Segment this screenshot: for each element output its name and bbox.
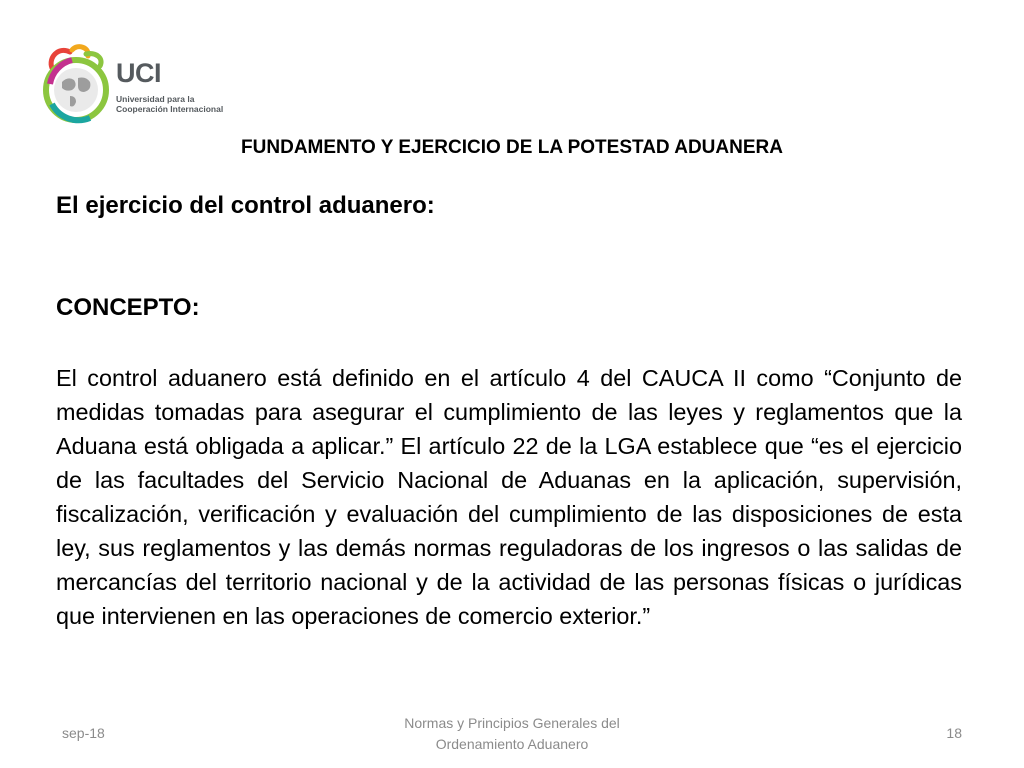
concept-label: CONCEPTO:: [56, 294, 200, 321]
logo-subtitle-line2: Cooperación Internacional: [116, 104, 224, 114]
slide-subtitle: El ejercicio del control aduanero:: [56, 192, 435, 219]
logo-subtitle: [116, 94, 223, 114]
slide-header: FUNDAMENTO Y EJERCICIO DE LA POTESTAD ADUANERA: [241, 137, 783, 158]
footer-title-line2: Ordenamiento Aduanero: [435, 736, 589, 752]
logo-subtitle-line1: Universidad para la: [116, 94, 195, 104]
footer-title-line1: Normas y Principios Generales del: [404, 715, 620, 731]
uci-logo: [42, 44, 224, 128]
globe-swirl-logo-icon: [42, 44, 114, 128]
body-paragraph: El control aduanero está definido en el artículo 4 del CAUCA II como “Conjunto de medidas tomadas para asegurar el cumplimiento de las leyes y reglamentos que la Aduana está obligada a aplicar.” El artículo 22 de la LGA establece que “es el ejercicio de las facultades del Servicio Nacional de Aduanas en la aplicación, supervisión, fiscalización, verificación y evaluación del cumplimiento de las disposiciones de esta ley, sus reglamentos y las demás normas reguladoras de los ingresos o las salidas de mercancías del territorio nacional y de la actividad de las personas físicas o jurídicas que intervienen en las operaciones de comercio exterior.”: [56, 365, 962, 629]
page-number: 18: [946, 725, 962, 741]
footer-date: sep-18: [62, 725, 105, 741]
logo-name: UCI: [116, 58, 161, 88]
footer-title: [382, 713, 642, 755]
